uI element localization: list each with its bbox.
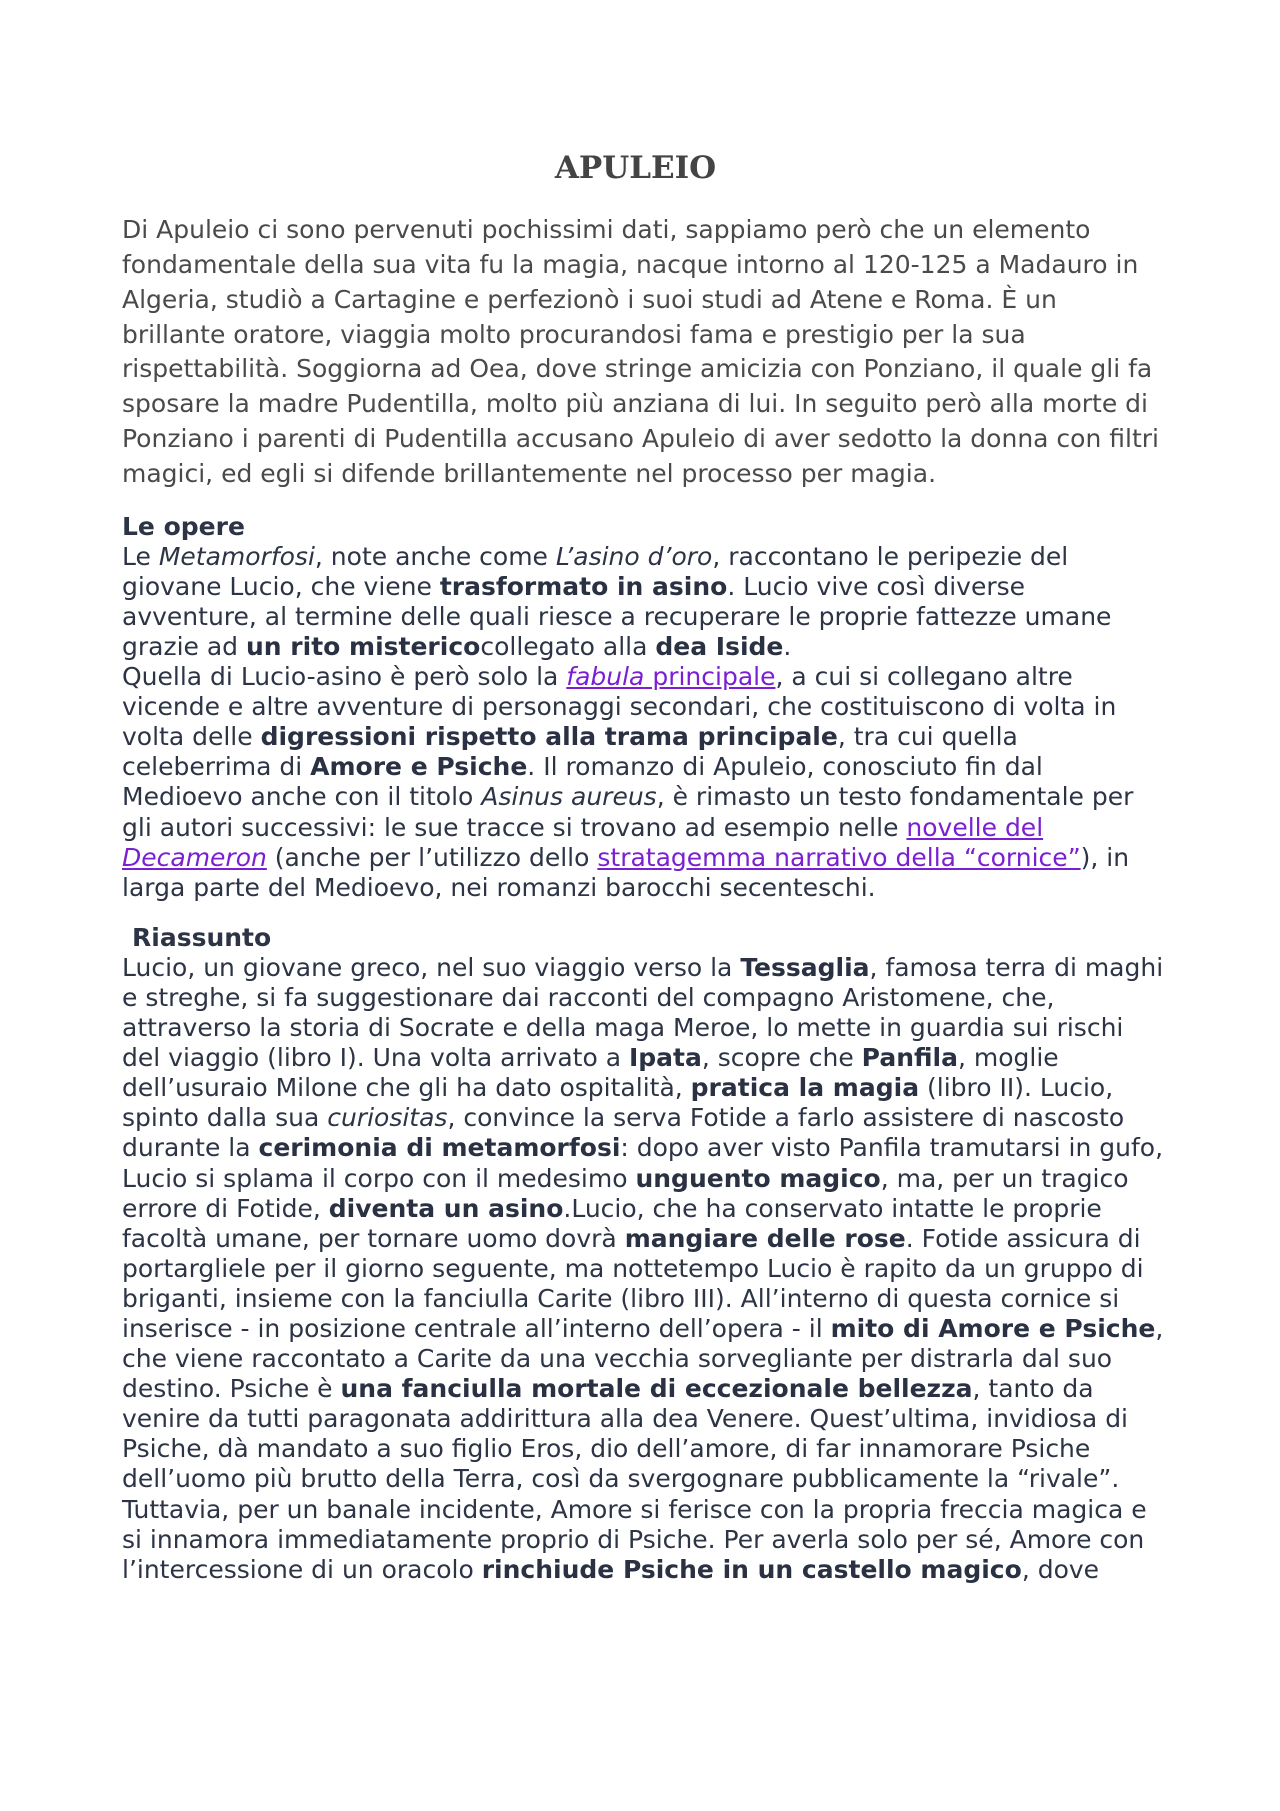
link-fabula-principale[interactable]: [566, 662, 775, 691]
bold-span: dea Iside: [655, 631, 784, 661]
text-span: , dove: [1021, 1554, 1100, 1584]
section-heading-riassunto: Riassunto: [132, 922, 272, 952]
bold-span: una fanciulla mortale di eccezionale bellezza: [340, 1374, 973, 1404]
text-span: , tra cui quella celeberrima di: [122, 722, 1018, 782]
text-span: , tanto da venire da tutti paragonata addirittura alla dea Venere. Quest’ultima, invidiosa di Psiche, dà mandato a suo figlio Eros, dio dell’amore, di far innamorare Psiche dell’uomo più brutto della Terra, così da svergognare pubblicamente la “rivale”. Tuttavia, per un banale incidente, Amore si ferisce con la propria freccia magica e si innamora immediatamente proprio di Psiche. Per averla solo per sé, Amore con l’intercessione di un oracolo: [122, 1374, 1147, 1584]
text-span: .Lucio, che ha conservato intatte le proprie facoltà umane, per tornare uomo dovrà: [122, 1193, 1102, 1253]
text-span: . Il romanzo di Apuleio, conosciuto fin dal Medioevo anche con il titolo: [122, 752, 1043, 812]
link-text-italic: Decameron: [122, 842, 267, 872]
intro-paragraph: Di Apuleio ci sono pervenuti pochissimi dati, sappiamo però che un elemento fondamentale della sua vita fu la magia, nacque intorno al 120-125 a Madauro in Algeria, studiò a Cartagine e perfezionò i suoi studi ad Atene e Roma. È un brillante oratore, viaggia molto procurandosi fama e prestigio per la sua rispettabilità. Soggiorna ad Oea, dove stringe amicizia con Ponziano, il quale gli fa sposare la madre Pudentilla, molto più anziana di lui. In seguito però alla morte di Ponziano i parenti di Pudentilla accusano Apuleio di aver sedotto la donna con filtri magici, ed egli si difende brillantemente nel processo per magia.: [122, 215, 1159, 488]
link-text: principale: [644, 662, 776, 692]
text-span: , note anche come: [314, 541, 556, 571]
text-span: , scopre che: [701, 1043, 862, 1073]
text-span: , a cui si collegano altre vicende e altre avventure di personaggi secondari, che costituiscono di volta in volta delle: [122, 662, 1117, 752]
text-span: , raccontano le peripezie del giovane Lucio, che viene: [122, 541, 1069, 601]
text-span: collegato alla: [480, 631, 656, 661]
link-stratagemma-cornice[interactable]: stratagemma narrativo della “cornice”: [597, 842, 1081, 872]
text-span: , ma, per un tragico errore di Fotide,: [122, 1163, 1129, 1223]
text-span: , convince la serva Fotide a farlo assistere di nascosto durante la: [122, 1103, 1125, 1163]
italic-span: Metamorfosi: [158, 541, 315, 571]
section-opere: [122, 512, 1167, 903]
text-span: , che viene raccontato a Carite da una vecchia sorvegliante per distrarla dal suo destino. Psiche è: [122, 1314, 1164, 1404]
bold-span: unguento magico: [635, 1163, 881, 1193]
link-text: novelle del: [906, 812, 1044, 842]
bold-span: Tessaglia: [740, 952, 870, 982]
bold-span: rinchiude Psiche in un castello magico: [481, 1554, 1022, 1584]
bold-span: trasformato in asino: [439, 571, 728, 601]
link-text-italic: fabula: [566, 662, 645, 692]
bold-span: digressioni rispetto alla trama principale: [260, 722, 838, 752]
text-span: (libro II). Lucio, spinto dalla sua: [122, 1073, 1114, 1133]
text-span: Quella di Lucio-asino è però solo la: [122, 662, 567, 692]
bold-span: pratica la magia: [690, 1073, 920, 1103]
text-span: , moglie dell’usuraio Milone che gli ha dato ospitalità,: [122, 1043, 1059, 1103]
italic-span: curiositas: [327, 1103, 448, 1133]
bold-span: Panfila: [861, 1043, 958, 1073]
text-span: . Lucio vive così diverse avventure, al termine delle quali riesce a recuperare le proprie fattezze umane grazie ad: [122, 571, 1112, 661]
text-span: . Fotide assicura di portargliele per il giorno seguente, ma nottetempo Lucio è rapito da un gruppo di briganti, insieme con la fanciulla Carite (libro III). All’interno di questa cornice si inserisce - in posizione centrale all’interno dell’opera - il: [122, 1223, 1144, 1343]
bold-span: mito di Amore e Psiche: [830, 1314, 1156, 1343]
text-span: Le: [122, 541, 159, 571]
text-span: : dopo aver visto Panfila tramutarsi in gufo, Lucio si splama il corpo con il medesimo: [122, 1133, 1164, 1193]
bold-span: un rito misterico: [246, 631, 481, 661]
text-span: Lucio, un giovane greco, nel suo viaggio verso la: [122, 952, 741, 982]
page-title: APULEIO: [554, 150, 717, 186]
bold-span: cerimonia di metamorfosi: [258, 1133, 621, 1163]
text-span: , è rimasto un testo fondamentale per gli autori successivi: le sue tracce si trovano ad esempio nelle: [122, 782, 1134, 842]
bold-span: diventa un asino: [328, 1193, 564, 1223]
document-page: [122, 150, 1167, 1605]
italic-span: L’asino d’oro: [555, 541, 713, 571]
italic-span: Asinus aureus: [481, 782, 657, 812]
text-span: (anche per l’utilizzo dello: [266, 842, 598, 872]
bold-span: mangiare delle rose: [624, 1223, 906, 1253]
bold-span: Amore e Psiche: [310, 752, 528, 782]
section-heading-opere: Le opere: [122, 511, 245, 541]
text-span: .: [783, 631, 792, 661]
text-span: , famosa terra di maghi e streghe, si fa suggestionare dai racconti del compagno Aristomene, che, attraverso la storia di Socrate e della maga Meroe, lo mette in guardia sui rischi del viaggio (libro I). Una volta arrivato a: [122, 952, 1164, 1073]
section-riassunto: [122, 923, 1167, 1585]
text-span: ), in larga parte del Medioevo, nei romanzi barocchi secenteschi.: [122, 842, 1130, 902]
bold-span: Ipata: [628, 1043, 702, 1073]
